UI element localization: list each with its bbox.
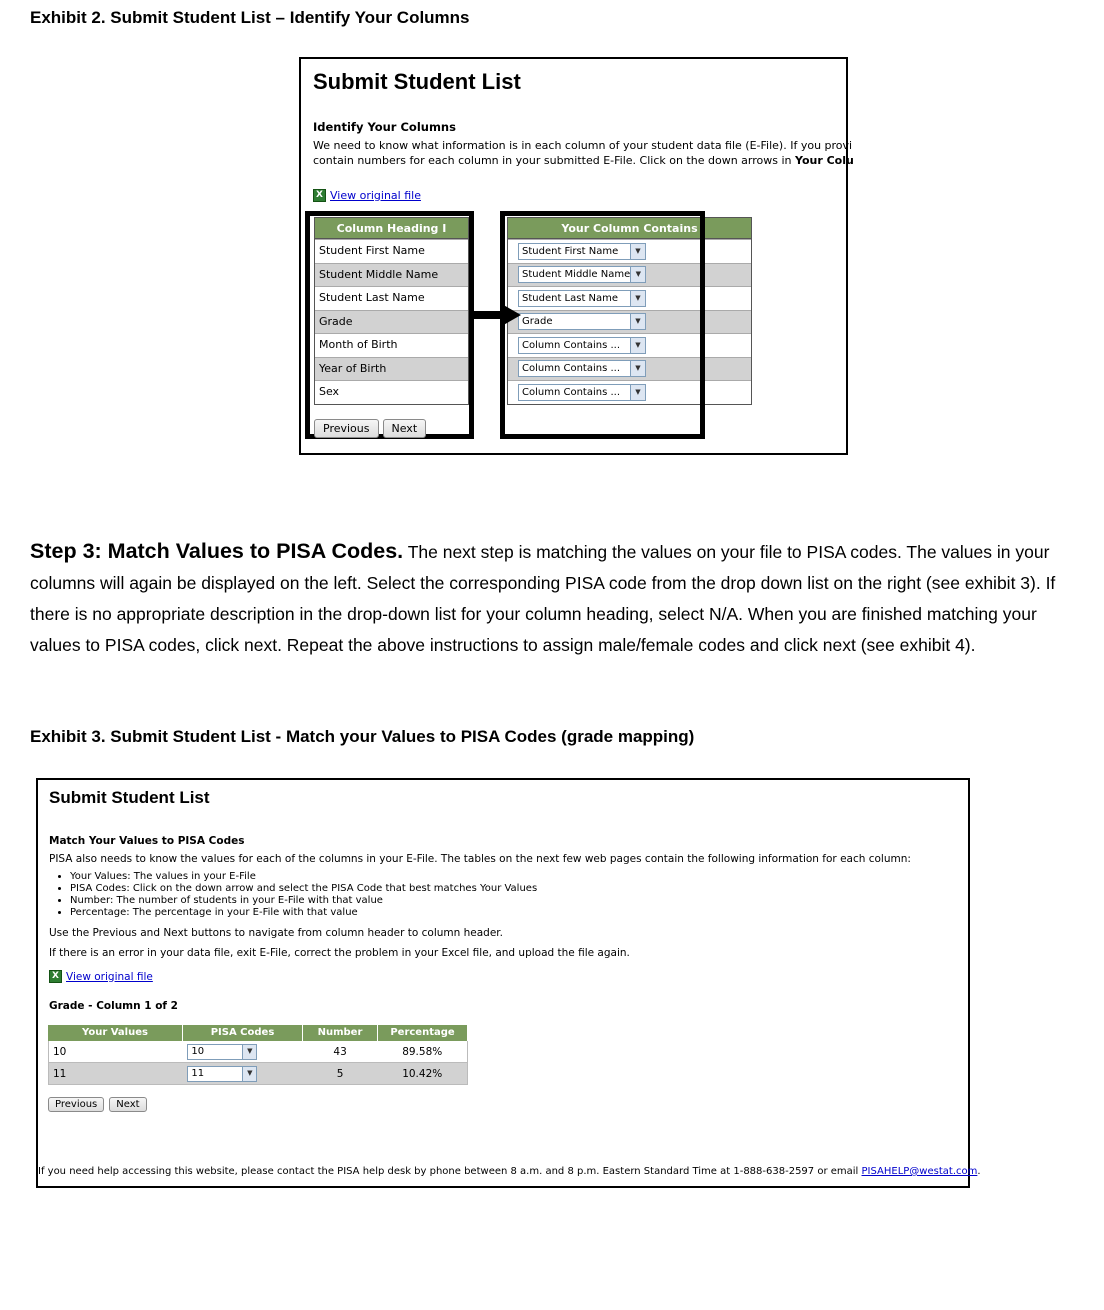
pisa-code-cell xyxy=(183,1044,302,1060)
exhibit2-previous-button[interactable]: Previous xyxy=(314,419,379,438)
dropdown-arrow-icon: ▼ xyxy=(630,314,645,329)
step3-heading: Step 3: Match Values to PISA Codes. xyxy=(30,539,404,563)
your-value-cell: 10 xyxy=(53,1045,67,1058)
bullet-number: • Number: The number of students in your E-File with that value xyxy=(70,895,537,907)
bullet-your-values: • Your Values: The values in your E-File xyxy=(70,871,537,883)
pisa-code-dropdown[interactable]: 11 ▼ xyxy=(187,1066,257,1082)
exhibit3-next-button[interactable]: Next xyxy=(109,1097,146,1112)
your-column-contains-header: Your Column Contains xyxy=(508,218,751,239)
column-mapping-row xyxy=(508,357,751,381)
values-table-header-row xyxy=(48,1025,468,1041)
values-table-row xyxy=(48,1041,468,1063)
column-heading-row: Year of Birth xyxy=(315,357,468,381)
column-mapping-row xyxy=(508,380,751,404)
view-original-file xyxy=(49,970,153,983)
intro-line-1: We need to know what information is in each column of your student data file (E-File). If you provi xyxy=(313,139,853,152)
column-heading-row: Student Middle Name xyxy=(315,263,468,287)
column-mapping-row xyxy=(508,310,751,334)
column-heading-row: Grade xyxy=(315,310,468,334)
error-note: If there is an error in your data file, exit E-File, correct the problem in your Excel file, and upload the file again. xyxy=(49,947,630,959)
dropdown-arrow-icon: ▼ xyxy=(630,338,645,353)
dropdown-arrow-icon: ▼ xyxy=(242,1045,256,1059)
help-footer-suffix: . xyxy=(977,1166,981,1177)
column-contains-dropdown[interactable]: Grade ▼ xyxy=(518,313,646,330)
dropdown-arrow-icon: ▼ xyxy=(630,244,645,259)
exhibit2-heading: Exhibit 2. Submit Student List – Identify Your Columns xyxy=(30,8,470,27)
percentage-cell: 10.42% xyxy=(402,1067,443,1080)
header-your-values: Your Values xyxy=(48,1025,183,1041)
exhibit3-nav-buttons xyxy=(48,1097,147,1112)
exhibit3-heading: Exhibit 3. Submit Student List - Match your Values to PISA Codes (grade mapping) xyxy=(30,727,695,746)
help-footer xyxy=(38,1166,981,1177)
column-contains-dropdown[interactable]: Column Contains ... ▼ xyxy=(518,384,646,401)
view-original-file-link[interactable]: View original file xyxy=(330,189,421,202)
help-footer-text: If you need help accessing this website, please contact the PISA help desk by phone between 8 a.m. and 8 p.m. Eastern Standard Time at 1-888-638-2597 or email xyxy=(38,1166,862,1177)
grade-column-caption: Grade - Column 1 of 2 xyxy=(49,1000,178,1012)
exhibit2-screenshot xyxy=(299,57,854,455)
exhibit3-previous-button[interactable]: Previous xyxy=(48,1097,104,1112)
help-email-link[interactable]: PISAHELP@westat.com xyxy=(861,1166,978,1177)
column-mapping-row xyxy=(508,263,751,287)
exhibit2-next-button[interactable]: Next xyxy=(383,419,427,438)
dropdown-arrow-icon: ▼ xyxy=(242,1067,256,1081)
pisa-code-cell xyxy=(183,1066,302,1082)
header-pisa-codes: PISA Codes xyxy=(183,1025,303,1041)
column-mapping-row xyxy=(508,333,751,357)
column-contains-dropdown[interactable]: Column Contains ... ▼ xyxy=(518,337,646,354)
column-contains-dropdown[interactable]: Column Contains ... ▼ xyxy=(518,360,646,377)
percentage-cell: 89.58% xyxy=(402,1045,443,1058)
column-contains-dropdown[interactable]: Student First Name ▼ xyxy=(518,243,646,260)
excel-file-icon: X xyxy=(313,189,326,202)
your-column-contains-table xyxy=(507,217,752,405)
bullet-percentage: • Percentage: The percentage in your E-File with that value xyxy=(70,907,537,919)
submit-student-list-title: Submit Student List xyxy=(313,69,521,94)
match-values-heading: Match Your Values to PISA Codes xyxy=(49,835,245,847)
header-number: Number xyxy=(303,1025,378,1041)
values-table-row xyxy=(48,1063,468,1085)
column-heading-table xyxy=(314,217,469,405)
info-bullet-list xyxy=(70,871,537,919)
step3-body-text: The next step is matching the values on your file to PISA codes. The values in your columns will again be displayed on the left. Select the corresponding PISA code from the drop down list on the right (see exhibit 3). If there is no appropriate description in the drop-down list for your column heading, select N/A. When you are finished matching your values to PISA codes, click next. Repeat the above instructions to assign male/female codes and click next (see exhibit 4). xyxy=(30,542,1056,655)
column-mapping-row xyxy=(508,286,751,310)
dropdown-arrow-icon: ▼ xyxy=(630,361,645,376)
exhibit3-intro-text: PISA also needs to know the values for each of the columns in your E-File. The tables on the next few web pages contain the following information for each column: xyxy=(49,853,911,865)
excel-file-icon: X xyxy=(49,970,62,983)
step3-paragraph xyxy=(30,536,1092,661)
identify-your-columns-heading: Identify Your Columns xyxy=(313,120,456,134)
exhibit2-nav-buttons xyxy=(314,419,426,438)
header-percentage: Percentage xyxy=(378,1025,468,1041)
dropdown-arrow-icon: ▼ xyxy=(630,291,645,306)
bullet-pisa-codes: • PISA Codes: Click on the down arrow and select the PISA Code that best matches Your Values xyxy=(70,883,537,895)
column-heading-header: Column Heading I xyxy=(315,218,468,239)
dropdown-arrow-icon: ▼ xyxy=(630,267,645,282)
number-cell: 43 xyxy=(333,1045,347,1058)
column-mapping-row xyxy=(508,239,751,263)
pisa-code-dropdown[interactable]: 10 ▼ xyxy=(187,1044,257,1060)
intro-line-2: contain numbers for each column in your submitted E-File. Click on the down arrows in Your Colu xyxy=(313,154,854,167)
view-original-file xyxy=(313,189,421,202)
view-original-file-link[interactable]: View original file xyxy=(66,970,153,983)
column-heading-row: Sex xyxy=(315,380,468,404)
column-contains-dropdown[interactable]: Student Last Name ▼ xyxy=(518,290,646,307)
column-heading-row: Student Last Name xyxy=(315,286,468,310)
dropdown-arrow-icon: ▼ xyxy=(630,385,645,400)
exhibit3-screenshot xyxy=(36,778,981,1188)
values-table xyxy=(48,1025,468,1085)
column-contains-dropdown[interactable]: Student Middle Name ▼ xyxy=(518,266,646,283)
submit-student-list-title: Submit Student List xyxy=(49,788,210,807)
navigation-note: Use the Previous and Next buttons to navigate from column header to column header. xyxy=(49,927,504,939)
mapping-arrow-icon xyxy=(471,302,523,328)
column-heading-row: Student First Name xyxy=(315,239,468,263)
exhibit2-intro-text xyxy=(313,138,1013,168)
your-value-cell: 11 xyxy=(53,1067,67,1080)
number-cell: 5 xyxy=(336,1067,344,1080)
column-heading-row: Month of Birth xyxy=(315,333,468,357)
